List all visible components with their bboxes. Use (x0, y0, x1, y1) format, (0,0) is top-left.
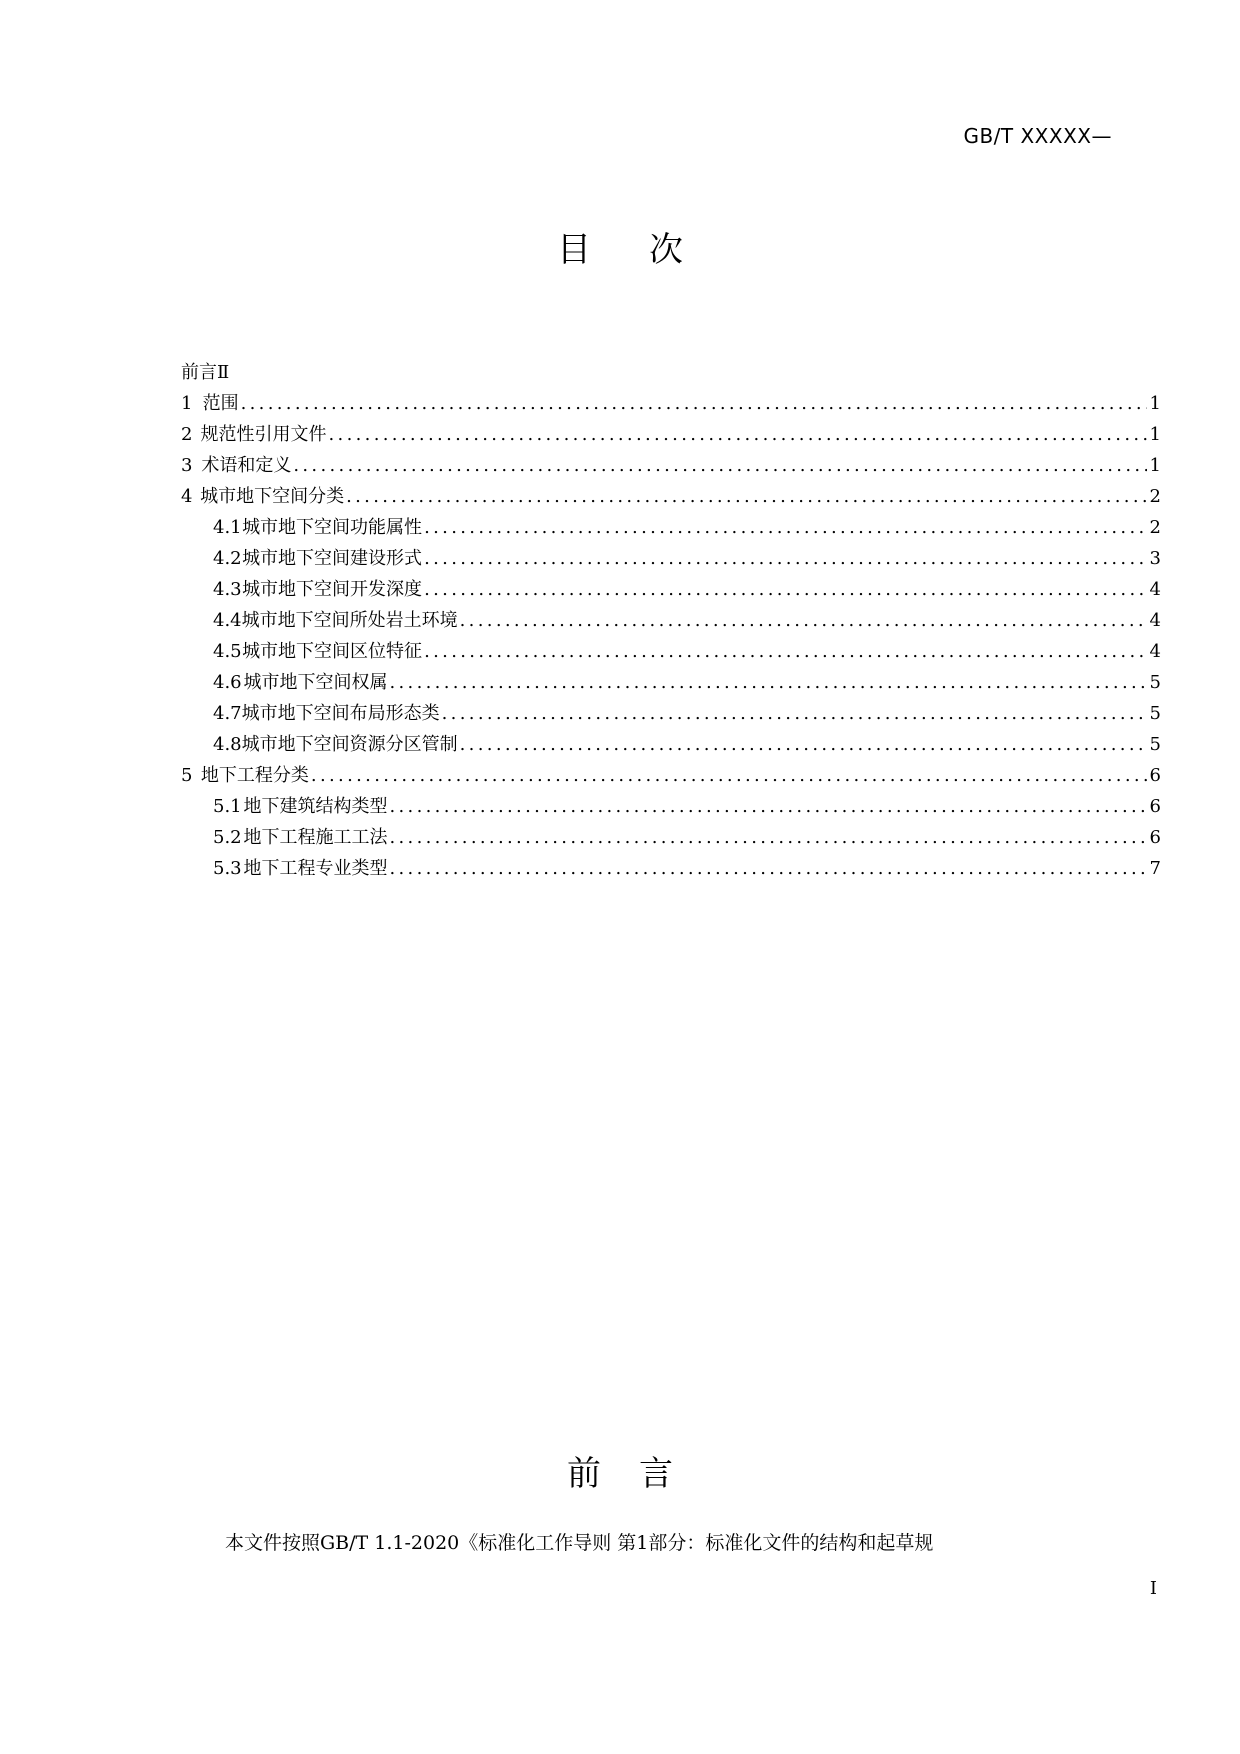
toc-entry-page: 2 (1149, 517, 1161, 538)
toc-entry-page: 4 (1149, 610, 1161, 631)
toc-dot-leader (424, 636, 1147, 667)
toc-entry-page: 6 (1149, 827, 1161, 848)
table-of-contents (181, 357, 1161, 884)
toc-entry-page: 1 (1149, 393, 1161, 414)
toc-dot-leader (460, 729, 1147, 760)
toc-dot-leader (241, 388, 1147, 419)
toc-entry-label: 城市地下空间资源分区管制 (241, 734, 458, 755)
toc-dot-leader (389, 791, 1147, 822)
toc-entry-number: 5.2 (213, 827, 242, 848)
toc-entry-number: 4.4 (213, 610, 242, 631)
toc-entry[interactable] (181, 698, 1161, 729)
toc-entry[interactable] (181, 822, 1161, 853)
toc-entry-page: 5 (1149, 703, 1161, 724)
toc-entry-label: 地下工程施工工法 (243, 827, 388, 848)
toc-entry-label: 地下工程分类 (200, 765, 309, 786)
toc-entry-page: 5 (1149, 672, 1161, 693)
toc-title-char-1: 目 (557, 230, 591, 270)
toc-entry-label: 城市地下空间分类 (200, 486, 345, 507)
toc-entry-label: 术语和定义 (201, 455, 292, 476)
toc-entry-number: 4.1 (213, 517, 242, 538)
toc-entry-number: 1 (181, 393, 193, 414)
toc-entry-label: 地下建筑结构类型 (243, 796, 388, 817)
toc-entry-page: 4 (1149, 641, 1161, 662)
toc-entry-label: 地下工程专业类型 (243, 858, 388, 879)
toc-entry-number: 4.5 (213, 641, 242, 662)
toc-entry-label: 城市地下空间权属 (243, 672, 388, 693)
toc-entry-number: 4.7 (213, 703, 242, 724)
toc-entry[interactable] (181, 543, 1161, 574)
toc-entry-label: 城市地下空间建设形式 (242, 548, 423, 569)
foreword-title-char-1: 前 (567, 1454, 601, 1494)
toc-dot-leader (424, 512, 1147, 543)
page-number: I (1149, 1578, 1157, 1599)
toc-entry-page: 3 (1149, 548, 1161, 569)
standard-code: GB/T XXXXX— (963, 124, 1112, 148)
toc-entry[interactable] (181, 481, 1161, 512)
toc-dot-leader (329, 419, 1148, 450)
toc-entry-number: 4.8 (213, 734, 242, 755)
toc-entry[interactable] (181, 574, 1161, 605)
toc-entry-page: 7 (1149, 858, 1161, 879)
toc-entry-number: 3 (181, 455, 193, 476)
toc-entry-label: 城市地下空间所处岩土环境 (241, 610, 458, 631)
toc-entry-page: 6 (1149, 796, 1161, 817)
toc-dot-leader (389, 822, 1147, 853)
toc-entry-number: 4.2 (213, 548, 242, 569)
toc-entry-number: 4.6 (213, 672, 242, 693)
toc-entry-number: 5 (181, 765, 193, 786)
toc-entry-page: 6 (1149, 765, 1161, 786)
toc-dot-leader (346, 481, 1147, 512)
toc-title-char-2: 次 (649, 230, 683, 270)
toc-dot-leader (424, 574, 1147, 605)
toc-entry-page: 5 (1149, 734, 1161, 755)
toc-dot-leader (424, 543, 1147, 574)
toc-entry-number: 5.3 (213, 858, 242, 879)
toc-entry[interactable] (181, 512, 1161, 543)
toc-entry-page: 1 (1149, 455, 1161, 476)
foreword-title-char-2: 言 (639, 1454, 673, 1494)
toc-entry-label: 城市地下空间区位特征 (242, 641, 423, 662)
toc-entry-label: 前言Ⅱ (181, 362, 230, 383)
toc-entry[interactable] (181, 419, 1161, 450)
toc-entry-number: 5.1 (213, 796, 242, 817)
toc-entry[interactable] (181, 388, 1161, 419)
toc-entry-number: 2 (181, 424, 193, 445)
toc-entry-page: 2 (1149, 486, 1161, 507)
toc-entry-label: 城市地下空间开发深度 (242, 579, 423, 600)
toc-entry[interactable] (181, 636, 1161, 667)
toc-entry[interactable] (181, 791, 1161, 822)
toc-entry[interactable] (181, 605, 1161, 636)
toc-entry[interactable] (181, 357, 1161, 388)
toc-entry[interactable] (181, 667, 1161, 698)
toc-entry-label: 城市地下空间功能属性 (242, 517, 423, 538)
toc-entry-label: 范围 (202, 393, 239, 414)
toc-dot-leader (442, 698, 1147, 729)
toc-entry-page: 1 (1149, 424, 1161, 445)
toc-dot-leader (389, 853, 1147, 884)
toc-dot-leader (389, 667, 1147, 698)
toc-dot-leader (460, 605, 1147, 636)
toc-entry[interactable] (181, 853, 1161, 884)
toc-title (0, 222, 1240, 271)
toc-entry-label: 规范性引用文件 (200, 424, 327, 445)
foreword-title (0, 1446, 1240, 1495)
toc-dot-leader (311, 760, 1147, 791)
toc-entry-page: 4 (1149, 579, 1161, 600)
toc-entry[interactable] (181, 729, 1161, 760)
toc-entry[interactable] (181, 450, 1161, 481)
toc-entry-label: 城市地下空间布局形态类 (241, 703, 440, 724)
toc-dot-leader (293, 450, 1147, 481)
toc-entry-number: 4.3 (213, 579, 242, 600)
toc-entry-number: 4 (181, 486, 193, 507)
foreword-text: 本文件按照GB/T 1.1-2020《标准化工作导则 第1部分：标准化文件的结构和起草规 (225, 1532, 934, 1554)
toc-entry[interactable] (181, 760, 1161, 791)
